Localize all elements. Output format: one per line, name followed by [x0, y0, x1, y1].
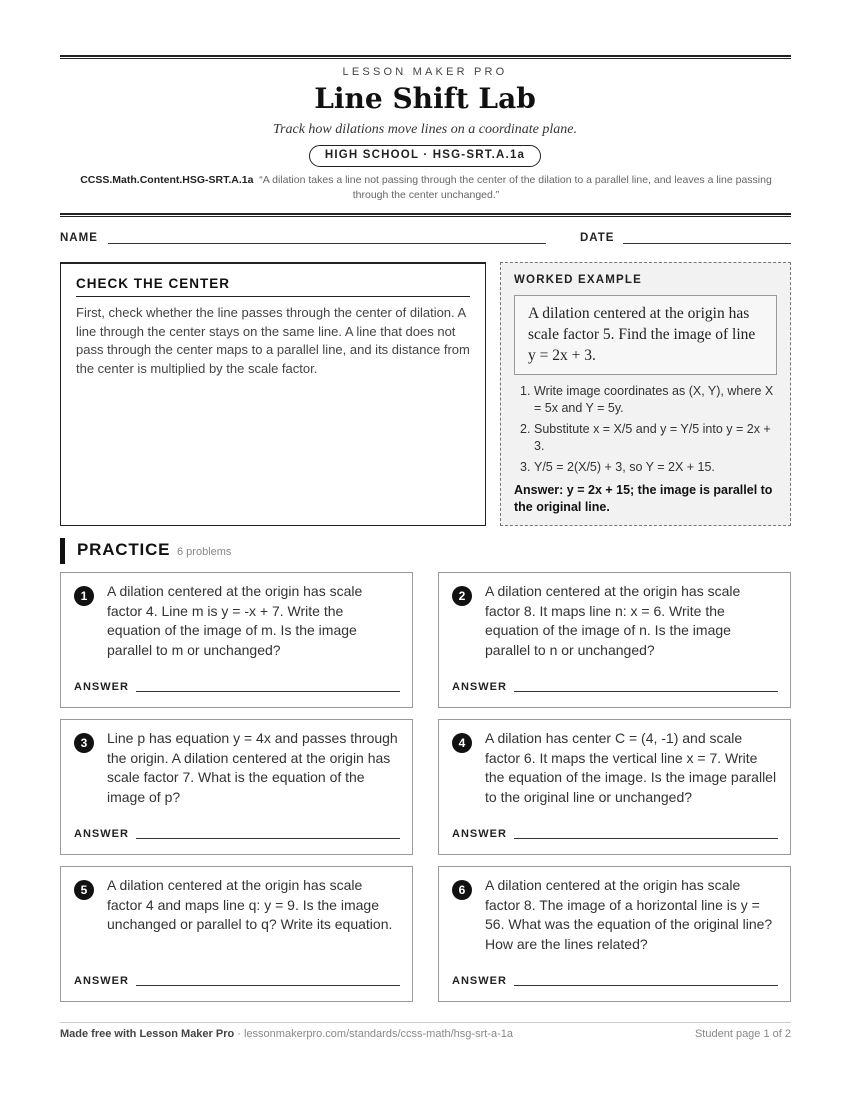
date-field[interactable] — [623, 243, 791, 244]
answer-field[interactable] — [514, 985, 778, 986]
practice-count: 6 problems — [177, 546, 232, 558]
standard-code: CCSS.Math.Content.HSG-SRT.A.1a — [80, 174, 254, 186]
check-center-body: First, check whether the line passes through the center of dilation. A line through the center stays on the same line. A line that does not pass through the center maps to a parallel line, and its distance from the center is multiplied by the scale factor. — [76, 305, 470, 376]
problem-number-badge: 3 — [74, 733, 94, 753]
problem-card-4 — [438, 719, 791, 855]
check-center-box — [60, 262, 486, 526]
problem-number-badge: 1 — [74, 586, 94, 606]
problem-card-1 — [60, 572, 413, 708]
worked-example-answer: Answer: y = 2x + 15; the image is parallel to the original line. — [514, 483, 773, 514]
problem-card-6 — [438, 866, 791, 1002]
answer-label: ANSWER — [74, 975, 129, 987]
problem-text: A dilation centered at the origin has scale factor 4 and maps line q: y = 9. Is the image unchanged or parallel to q? Write its equation. — [107, 877, 393, 932]
answer-label: ANSWER — [452, 681, 507, 693]
practice-heading: PRACTICE — [77, 540, 171, 559]
problem-text: A dilation centered at the origin has scale factor 4. Line m is y = -x + 7. Write the equation of the image of m. Is the image parallel to m or unchanged? — [107, 583, 363, 658]
header-top-rule — [60, 55, 791, 59]
answer-label: ANSWER — [74, 828, 129, 840]
answer-label: ANSWER — [74, 681, 129, 693]
page-title: Line Shift Lab — [314, 82, 536, 115]
worked-step: 2. Substitute x = X/5 and y = Y/5 into y = 2x + 3. — [520, 422, 771, 453]
name-field[interactable] — [108, 243, 546, 244]
problem-card-3 — [60, 719, 413, 855]
answer-field[interactable] — [136, 985, 400, 986]
problem-number-badge: 4 — [452, 733, 472, 753]
footer-made-with: Made free with Lesson Maker Pro — [60, 1028, 235, 1040]
footer-url[interactable]: · lessonmakerpro.com/standards/ccss-math/hsg-srt-a-1a — [234, 1028, 513, 1040]
problem-card-2 — [438, 572, 791, 708]
worked-step: 3. Y/5 = 2(X/5) + 3, so Y = 2X + 15. — [520, 460, 715, 474]
worked-example-problem: A dilation centered at the origin has scale factor 5. Find the image of line y = 2x + 3. — [514, 295, 777, 375]
problem-text: A dilation has center C = (4, -1) and scale factor 6. It maps the vertical line x = 7. Write the equation of the image. Is the image parallel to the original line or unchanged? — [485, 730, 777, 805]
problem-number-badge: 2 — [452, 586, 472, 606]
name-label: NAME — [60, 232, 98, 244]
problem-text: A dilation centered at the origin has scale factor 8. It maps line n: x = 6. Write the equation of the image of n. Is the image parallel to n or unchanged? — [485, 583, 741, 658]
problem-text: Line p has equation y = 4x and passes through the origin. A dilation centered at the origin has scale factor 7. What is the equation of the image of p? — [107, 730, 398, 805]
practice-accent-bar — [60, 538, 65, 564]
worked-example-box — [500, 262, 791, 526]
page-number: Student page 1 of 2 — [694, 1028, 791, 1040]
problem-card-5 — [60, 866, 413, 1002]
worked-step: 1. Write image coordinates as (X, Y), where X = 5x and Y = 5y. — [520, 384, 774, 415]
standard-description — [70, 173, 782, 203]
check-center-heading: CHECK THE CENTER — [76, 276, 470, 297]
problem-number-badge: 6 — [452, 880, 472, 900]
date-label: DATE — [580, 232, 615, 244]
worked-example-heading: WORKED EXAMPLE — [514, 274, 642, 286]
answer-field[interactable] — [136, 691, 400, 692]
problem-text: A dilation centered at the origin has scale factor 8. The image of a horizontal line is y = 56. What was the equation of the original line? How are the lines related? — [485, 877, 773, 952]
answer-field[interactable] — [514, 838, 778, 839]
problem-number-badge: 5 — [74, 880, 94, 900]
answer-label: ANSWER — [452, 975, 507, 987]
standard-text: “A dilation takes a line not passing through the center of the dilation to a parallel line, and leaves a line passing through the center unchanged.” — [259, 174, 772, 201]
answer-field[interactable] — [136, 838, 400, 839]
brand-name: LESSON MAKER PRO — [342, 66, 508, 78]
footer-credit — [60, 1028, 513, 1040]
page-subtitle: Track how dilations move lines on a coordinate plane. — [273, 122, 577, 137]
header-bottom-rule — [60, 213, 791, 217]
answer-field[interactable] — [514, 691, 778, 692]
answer-label: ANSWER — [452, 828, 507, 840]
footer-rule — [60, 1022, 791, 1023]
grade-standard-badge: HIGH SCHOOL · HSG-SRT.A.1a — [309, 145, 541, 167]
worked-example-steps — [514, 383, 777, 476]
